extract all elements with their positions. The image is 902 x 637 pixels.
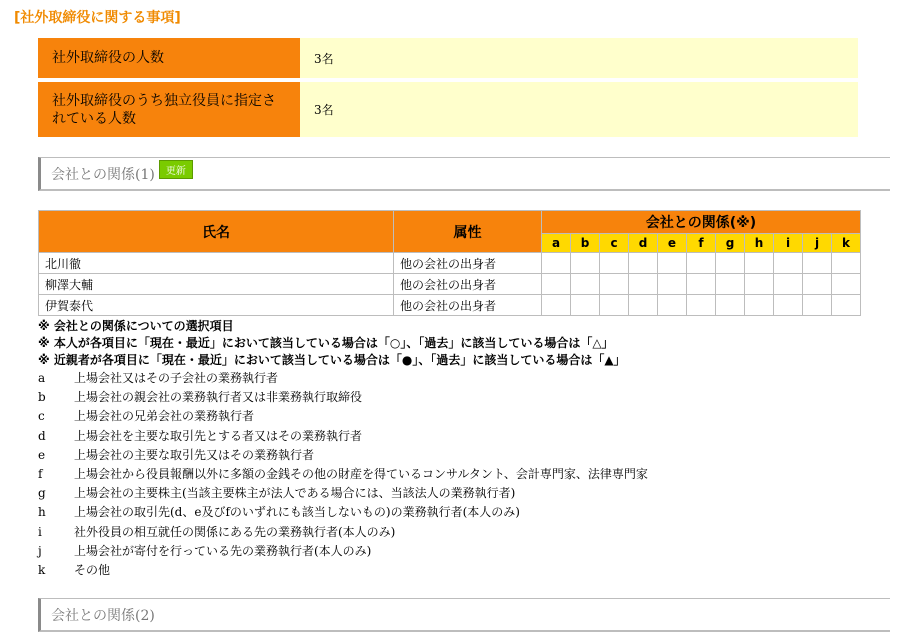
criteria-text: 上場会社の親会社の業務執行者又は非業務執行取締役 xyxy=(74,390,363,405)
criteria-text: 上場会社の主要株主(当該主要株主が法人である場合には、当該法人の業務執行者) xyxy=(74,486,516,501)
note-line: ※ 会社との関係についての選択項目 xyxy=(38,319,234,333)
criteria-item xyxy=(38,484,878,503)
relation-cell xyxy=(832,253,861,274)
criteria-item xyxy=(38,388,878,407)
director-name: 北川徹 xyxy=(39,253,394,274)
relation-cell xyxy=(687,253,716,274)
director-name: 柳澤大輔 xyxy=(39,274,394,295)
letter-header: h xyxy=(745,234,774,253)
section-title: [社外取締役に関する事項] xyxy=(14,10,181,26)
criteria-text: 上場会社から役員報酬以外に多額の金銭その他の財産を得ているコンサルタント、会計専門家、法律専門家 xyxy=(74,467,648,482)
info-label: 社外取締役のうち独立役員に指定されている人数 xyxy=(38,82,300,137)
criteria-letter: b xyxy=(38,390,46,405)
relation-cell xyxy=(716,295,745,316)
director-attribute: 他の会社の出身者 xyxy=(394,253,542,274)
table-row xyxy=(39,253,861,274)
criteria-letter: e xyxy=(38,447,46,462)
letter-header: f xyxy=(687,234,716,253)
criteria-item xyxy=(38,542,878,561)
relation-cell xyxy=(629,274,658,295)
criteria-letter: d xyxy=(38,428,46,443)
relation-cell xyxy=(658,253,687,274)
relation2-header xyxy=(38,598,890,632)
update-badge: 更新 xyxy=(159,160,193,179)
letter-header: j xyxy=(803,234,832,253)
letter-header: e xyxy=(658,234,687,253)
note-line: ※ 近親者が各項目に「現在・最近」において該当している場合は「●」、「過去」に該当している場合は「▲」 xyxy=(38,353,626,367)
criteria-text: 上場会社の兄弟会社の業務執行者 xyxy=(74,409,255,424)
relation-cell xyxy=(774,253,803,274)
director-attribute: 他の会社の出身者 xyxy=(394,274,542,295)
relation-cell xyxy=(745,295,774,316)
col-attr-header: 属性 xyxy=(394,211,542,253)
info-row-independent-directors xyxy=(38,82,858,137)
relation-cell xyxy=(571,295,600,316)
note-line: ※ 本人が各項目に「現在・最近」において該当している場合は「○」、「過去」に該当している場合は「△」 xyxy=(38,336,614,350)
relation-cell xyxy=(542,253,571,274)
col-relation-header: 会社との関係(※) xyxy=(542,211,861,234)
relation-cell xyxy=(542,274,571,295)
relation-cell xyxy=(600,274,629,295)
info-label: 社外取締役の人数 xyxy=(38,38,300,78)
criteria-text: 上場会社が寄付を行っている先の業務執行者(本人のみ) xyxy=(74,543,372,558)
notes-block xyxy=(38,318,878,580)
relation-cell xyxy=(542,295,571,316)
relation-cell xyxy=(658,295,687,316)
relation-cell xyxy=(832,295,861,316)
relation1-title: 会社との関係(1) xyxy=(51,166,155,183)
criteria-item xyxy=(38,561,878,580)
director-attribute: 他の会社の出身者 xyxy=(394,295,542,316)
criteria-letter: a xyxy=(38,371,46,385)
criteria-letter: h xyxy=(38,505,46,520)
criteria-text: 上場会社又はその子会社の業務執行者 xyxy=(74,371,279,385)
criteria-item xyxy=(38,446,878,465)
letter-header: d xyxy=(629,234,658,253)
criteria-text: 上場会社を主要な取引先とする者又はその業務執行者 xyxy=(74,428,363,443)
criteria-letter: c xyxy=(38,409,45,424)
relation-cell xyxy=(803,295,832,316)
info-row-outside-directors xyxy=(38,38,858,78)
relation-cell xyxy=(803,253,832,274)
criteria-item xyxy=(38,407,878,426)
relation-cell xyxy=(658,274,687,295)
relation1-header xyxy=(38,157,890,191)
relation-cell xyxy=(600,295,629,316)
relation-cell xyxy=(774,274,803,295)
criteria-text: 社外役員の相互就任の関係にある先の業務執行者(本人のみ) xyxy=(74,524,396,539)
criteria-item xyxy=(38,523,878,542)
relation-cell xyxy=(745,274,774,295)
letter-header: g xyxy=(716,234,745,253)
criteria-item xyxy=(38,503,878,522)
info-value: 3名 xyxy=(300,82,858,137)
director-name: 伊賀泰代 xyxy=(39,295,394,316)
criteria-letter: i xyxy=(38,524,42,539)
relation-cell xyxy=(716,274,745,295)
relation-cell xyxy=(629,253,658,274)
relation-cell xyxy=(832,274,861,295)
criteria-text: 上場会社の主要な取引先又はその業務執行者 xyxy=(74,447,315,462)
criteria-item xyxy=(38,465,878,484)
relation-cell xyxy=(571,274,600,295)
letter-header: a xyxy=(542,234,571,253)
letter-header: c xyxy=(600,234,629,253)
col-name-header: 氏名 xyxy=(39,211,394,253)
letter-header: b xyxy=(571,234,600,253)
criteria-letter: g xyxy=(38,486,46,501)
info-value: 3名 xyxy=(300,38,858,78)
letter-header: i xyxy=(774,234,803,253)
criteria-item xyxy=(38,427,878,446)
relation-cell xyxy=(600,253,629,274)
table-row xyxy=(39,295,861,316)
relation-cell xyxy=(803,274,832,295)
criteria-letter: k xyxy=(38,563,46,578)
relation-cell xyxy=(687,274,716,295)
criteria-text: その他 xyxy=(74,563,111,578)
relation-cell xyxy=(571,253,600,274)
criteria-item xyxy=(38,369,878,388)
relation-cell xyxy=(745,253,774,274)
relation-cell xyxy=(629,295,658,316)
table-row xyxy=(39,274,861,295)
criteria-letter: f xyxy=(38,467,43,482)
relation-table xyxy=(38,210,861,316)
criteria-letter: j xyxy=(38,543,42,558)
relation-cell xyxy=(687,295,716,316)
criteria-text: 上場会社の取引先(d、e及びfのいずれにも該当しないもの)の業務執行者(本人のみ) xyxy=(74,505,520,520)
relation2-title: 会社との関係(2) xyxy=(51,607,155,624)
relation-cell xyxy=(774,295,803,316)
letter-header: k xyxy=(832,234,861,253)
relation-cell xyxy=(716,253,745,274)
